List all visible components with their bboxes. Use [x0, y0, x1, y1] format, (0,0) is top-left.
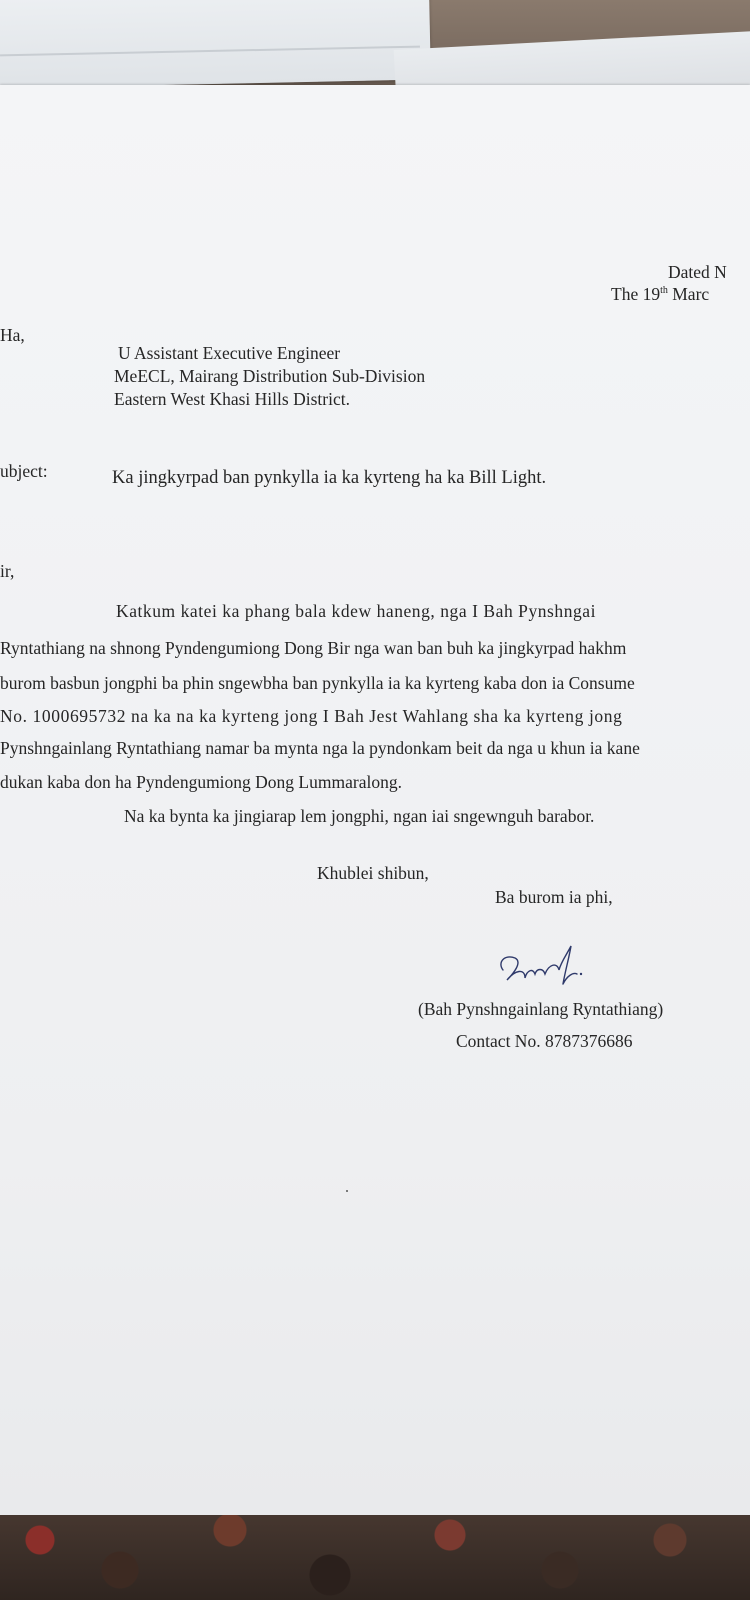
letter-page — [0, 85, 750, 1515]
body-closing-line: Na ka bynta ka jingiarap lem jongphi, ngan iai sngewnguh barabor. — [124, 806, 595, 826]
body-line-2: Ryntathiang na shnong Pyndengumiong Dong Bir nga wan ban buh ka jingkyrpad hakhm — [0, 638, 627, 658]
to-label: Ha, — [0, 325, 25, 345]
greeting: ir, — [0, 561, 15, 581]
body-line-3: burom basbun jongphi ba phin sngewbha ban pynkylla ia ka kyrteng kaba don ia Consume — [0, 673, 635, 693]
signatory-name: (Bah Pynshngainlang Ryntathiang) — [418, 999, 664, 1019]
dated-label: Dated N — [668, 262, 727, 282]
background-paper-sheet — [0, 0, 431, 89]
body-line-6: dukan kaba don ha Pyndengumiong Dong Lummaralong. — [0, 772, 402, 792]
subject-label: ubject: — [0, 461, 48, 481]
date-line: The 19th Marc — [611, 284, 710, 304]
handwritten-signature — [495, 940, 595, 1000]
regards-line: Ba burom ia phi, — [495, 887, 613, 907]
recipient-line-2: MeECL, Mairang Distribution Sub-Division — [114, 366, 426, 386]
body-line-5: Pynshngainlang Ryntathiang namar ba mynta nga la pyndonkam beit da nga u khun ia kane — [0, 738, 640, 758]
recipient-line-3: Eastern West Khasi Hills District. — [114, 389, 350, 409]
thanks-line: Khublei shibun, — [317, 863, 429, 883]
body-line-1: Katkum katei ka phang bala kdew haneng, nga I Bah Pynshngai — [116, 601, 597, 621]
patterned-cloth — [0, 1500, 750, 1600]
recipient-line-1: U Assistant Executive Engineer — [118, 343, 341, 363]
body-line-4: No. 1000695732 na ka na ka kyrteng jong I Bah Jest Wahlang sha ka kyrteng jong — [0, 706, 623, 726]
contact-number: Contact No. 8787376686 — [456, 1031, 633, 1051]
subject-text: Ka jingkyrpad ban pynkylla ia ka kyrteng ha ka Bill Light. — [112, 468, 547, 488]
paper-speck — [346, 1190, 348, 1192]
